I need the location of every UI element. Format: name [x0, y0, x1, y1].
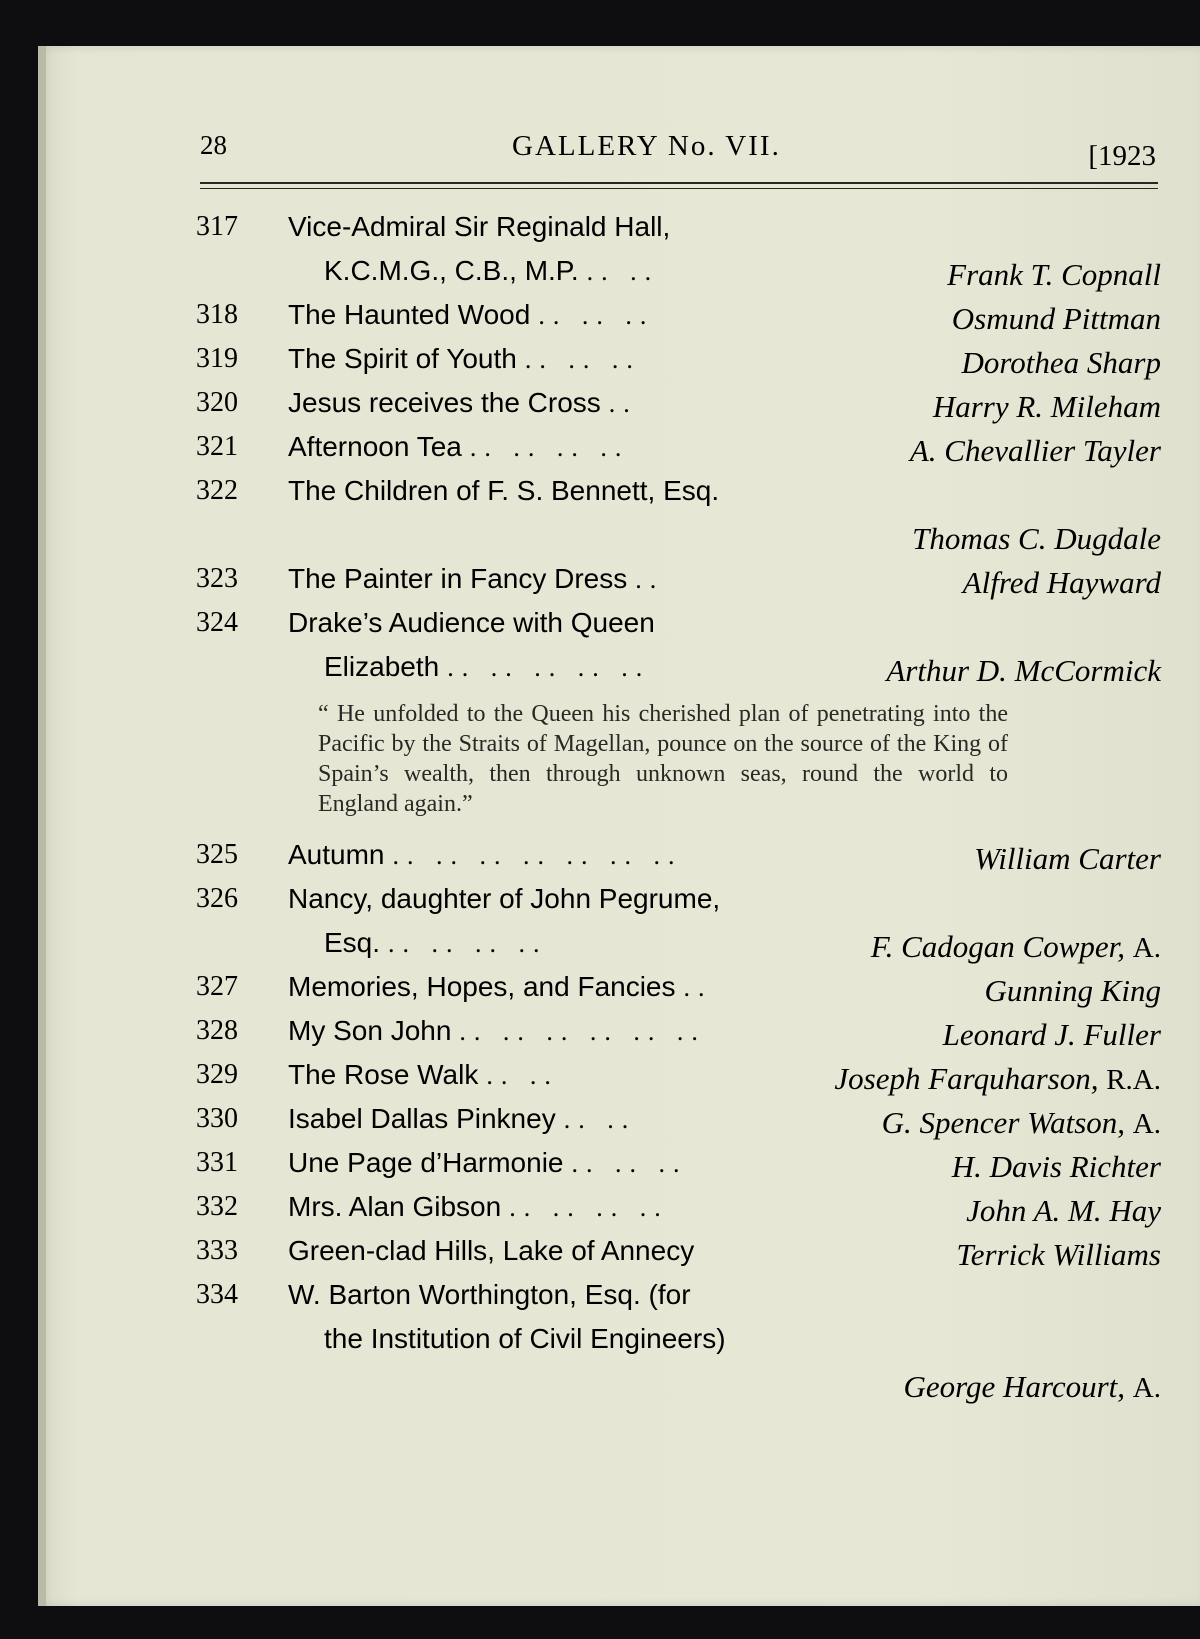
artist-name: John A. M. Hay: [966, 1193, 1161, 1228]
leader-dots: .. .. .. .. .. ..: [459, 1017, 706, 1046]
header-rule: [200, 182, 1158, 184]
entry-title: Elizabeth: [324, 651, 440, 682]
entry-title: The Painter in Fancy Dress: [288, 563, 628, 594]
leader-dots: .. ..: [486, 1061, 559, 1090]
artist-honour: A.: [1132, 1372, 1161, 1404]
entry-line: [288, 425, 1161, 469]
artist-name: A. Chevallier Tayler: [909, 433, 1161, 468]
entry-line: [288, 1185, 1161, 1229]
entry-title: Memories, Hopes, and Fancies: [288, 971, 676, 1002]
entry-line: [288, 877, 1161, 921]
catalogue-entry: [196, 965, 1161, 1009]
artist-name: Gunning King: [984, 973, 1161, 1008]
entry-title: The Haunted Wood: [288, 299, 531, 330]
entry-line: [288, 1229, 1161, 1273]
entry-body: [288, 381, 1161, 425]
artist-name: Arthur D. McCormick: [886, 653, 1161, 688]
catalogue-entry: [196, 557, 1161, 601]
catalogue-entry: [196, 1185, 1161, 1229]
entry-artist-line: [288, 513, 1161, 557]
entry-title: Nancy, daughter of John Pegrume,: [288, 883, 721, 914]
entry-body: [288, 425, 1161, 469]
leader-dots: .. .. .. ..: [388, 929, 548, 958]
entry-line: [288, 381, 1161, 425]
leader-dots: ..: [635, 565, 665, 594]
leader-dots: .. .. .. ..: [509, 1193, 669, 1222]
entry-title: Esq.: [324, 927, 381, 958]
catalogue-entry: [196, 205, 1161, 293]
entry-title: K.C.M.G., C.B., M.P.: [324, 255, 579, 286]
entry-title: the Institution of Civil Engineers): [324, 1323, 726, 1354]
entry-line: [288, 1273, 1161, 1317]
entry-number: 329: [196, 1059, 238, 1090]
entry-line: [288, 965, 1161, 1009]
entry-body: [288, 293, 1161, 337]
artist-name: Terrick Williams: [956, 1237, 1161, 1272]
page-header: [200, 130, 1160, 180]
artist-name: G. Spencer Watson, A.: [881, 1105, 1161, 1140]
entry-body: [288, 1097, 1161, 1141]
artist-name: Thomas C. Dugdale: [912, 521, 1161, 556]
artist-name: F. Cadogan Cowper, A.: [870, 929, 1161, 964]
leader-dots: .. .. .. .. .. .. ..: [392, 841, 683, 870]
leader-dots: .. .. ..: [524, 345, 641, 374]
entry-line: [288, 833, 1161, 877]
entry-number: 331: [196, 1147, 238, 1178]
entry-body: [288, 1053, 1161, 1097]
artist-name: H. Davis Richter: [951, 1149, 1161, 1184]
artist-name: Harry R. Mileham: [932, 389, 1161, 424]
catalogue-entry: [196, 1273, 1161, 1405]
entry-body: [288, 601, 1161, 833]
entry-body: [288, 877, 1161, 965]
entry-number: 332: [196, 1191, 238, 1222]
entry-line: [288, 249, 1161, 293]
entry-title: Une Page d’Harmonie: [288, 1147, 564, 1178]
entry-line: [288, 921, 1161, 965]
artist-honour: R.A.: [1106, 1064, 1161, 1096]
catalogue-entry: [196, 1097, 1161, 1141]
entry-body: [288, 557, 1161, 601]
entry-body: [288, 469, 1161, 557]
entry-body: [288, 965, 1161, 1009]
leader-dots: ..: [683, 973, 713, 1002]
header-rule-thin: [200, 188, 1158, 189]
artist-honour: A.: [1132, 1108, 1161, 1140]
catalogue-entry: [196, 381, 1161, 425]
entry-body: [288, 1229, 1161, 1273]
entry-title: Afternoon Tea: [288, 431, 462, 462]
entry-line: [288, 1053, 1161, 1097]
entry-number: 333: [196, 1235, 238, 1266]
entry-line: [288, 601, 1161, 645]
entry-title: My Son John: [288, 1015, 452, 1046]
entry-title: The Rose Walk: [288, 1059, 479, 1090]
entry-artist-line: [288, 1361, 1161, 1405]
catalogue-entry: [196, 877, 1161, 965]
artist-name: George Harcourt, A.: [903, 1369, 1161, 1404]
catalogue-entry: [196, 601, 1161, 833]
entry-body: [288, 1185, 1161, 1229]
entry-line: [288, 645, 1161, 689]
leader-dots: ..: [608, 389, 638, 418]
catalogue-entry: [196, 1053, 1161, 1097]
page-edge: [38, 46, 46, 1606]
entry-title: W. Barton Worthington, Esq. (for: [288, 1279, 691, 1310]
entry-line: [288, 205, 1161, 249]
entry-line: [288, 469, 1161, 513]
entry-number: 325: [196, 839, 238, 870]
entry-body: [288, 1141, 1161, 1185]
leader-dots: .. ..: [586, 257, 660, 286]
entry-number: 320: [196, 387, 238, 418]
artist-name: Osmund Pittman: [951, 301, 1161, 336]
entry-number: 324: [196, 607, 238, 638]
entry-title: Autumn: [288, 839, 385, 870]
entry-line: [288, 337, 1161, 381]
entry-list: [196, 205, 1161, 1405]
entry-body: [288, 205, 1161, 293]
entry-number: 328: [196, 1015, 238, 1046]
entry-number: 323: [196, 563, 238, 594]
entry-body: [288, 1273, 1161, 1405]
catalogue-entry: [196, 469, 1161, 557]
catalogue-entry: [196, 1141, 1161, 1185]
entry-line: [288, 1141, 1161, 1185]
artist-name: Leonard J. Fuller: [942, 1017, 1161, 1052]
leader-dots: .. .. .. ..: [469, 433, 630, 462]
entry-number: 334: [196, 1279, 238, 1310]
artist-name: Frank T. Copnall: [947, 257, 1161, 292]
leader-dots: .. .. ..: [571, 1149, 688, 1178]
entry-number: 321: [196, 431, 238, 462]
artist-name: Alfred Hayward: [962, 565, 1161, 600]
catalogue-entry: [196, 1009, 1161, 1053]
entry-title: Jesus receives the Cross: [288, 387, 601, 418]
entry-title: Mrs. Alan Gibson: [288, 1191, 502, 1222]
entry-title: Vice-Admiral Sir Reginald Hall,: [288, 211, 671, 242]
entry-number: 319: [196, 343, 238, 374]
entry-title: The Spirit of Youth: [288, 343, 517, 374]
entry-line: [288, 557, 1161, 601]
entry-line: [288, 293, 1161, 337]
entry-title: Drake’s Audience with Queen: [288, 607, 655, 638]
leader-dots: .. .. ..: [538, 301, 655, 330]
entry-body: [288, 1009, 1161, 1053]
leader-dots: .. ..: [563, 1105, 637, 1134]
catalogue-entry: [196, 337, 1161, 381]
leader-dots: .. .. .. .. ..: [447, 653, 651, 682]
entry-quote: “ He unfolded to the Queen his cherished plan of penetrating into the Pacific by the Straits of Magellan, pounce on the source of the King of Spain’s wealth, then through unknown seas, round the world to England again.”: [318, 701, 1008, 817]
entry-number: 317: [196, 211, 238, 242]
gallery-title: GALLERY No. VII.: [512, 130, 781, 162]
entry-line: [288, 1009, 1161, 1053]
entry-number: 326: [196, 883, 238, 914]
artist-honour: A.: [1132, 932, 1161, 964]
entry-line: [288, 1317, 1161, 1361]
page-number: 28: [200, 130, 227, 160]
catalogue-entry: [196, 1229, 1161, 1273]
catalogue-entry: [196, 293, 1161, 337]
catalogue-entry: [196, 425, 1161, 469]
entry-title: Green-clad Hills, Lake of Annecy: [288, 1235, 695, 1266]
artist-name: Dorothea Sharp: [961, 345, 1161, 380]
artist-name: William Carter: [974, 841, 1161, 876]
entry-title: Isabel Dallas Pinkney: [288, 1103, 556, 1134]
year-label: [1923: [1088, 140, 1156, 172]
entry-number: 318: [196, 299, 238, 330]
entry-number: 322: [196, 475, 238, 506]
artist-name: Joseph Farquharson, R.A.: [834, 1061, 1161, 1096]
entry-line: [288, 1097, 1161, 1141]
entry-body: [288, 337, 1161, 381]
entry-body: [288, 833, 1161, 877]
entry-title: The Children of F. S. Bennett, Esq.: [288, 475, 720, 506]
catalogue-entry: [196, 833, 1161, 877]
entry-number: 330: [196, 1103, 238, 1134]
entry-number: 327: [196, 971, 238, 1002]
